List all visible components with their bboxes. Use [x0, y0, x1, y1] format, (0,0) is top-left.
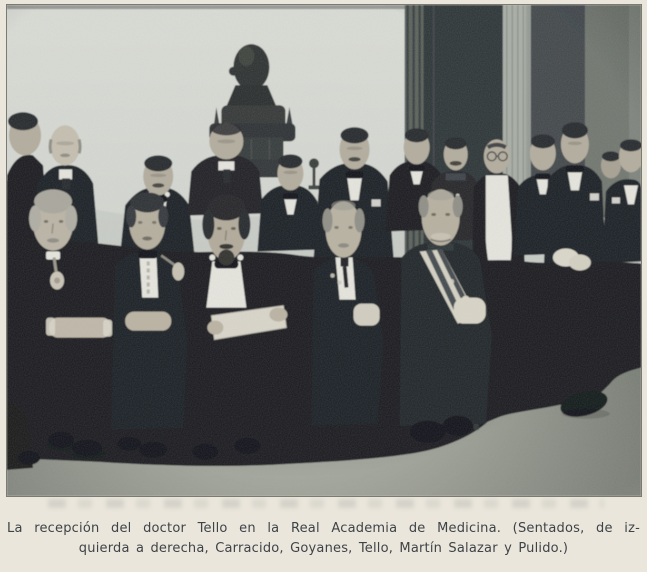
caption-line-1: La recepción del doctor Tello en la Real Academia de Medicina. (Sentados, de iz-: [7, 521, 640, 536]
caption-line-2: quierda a derecha, Carracido, Goyanes, Tello, Martín Salazar y Pulido.): [78, 541, 569, 556]
photo-grain: [7, 5, 641, 496]
page-bleed-through: [48, 499, 604, 508]
photo-illustration: [7, 5, 641, 496]
caption: [7, 519, 640, 559]
photo: [7, 5, 641, 496]
